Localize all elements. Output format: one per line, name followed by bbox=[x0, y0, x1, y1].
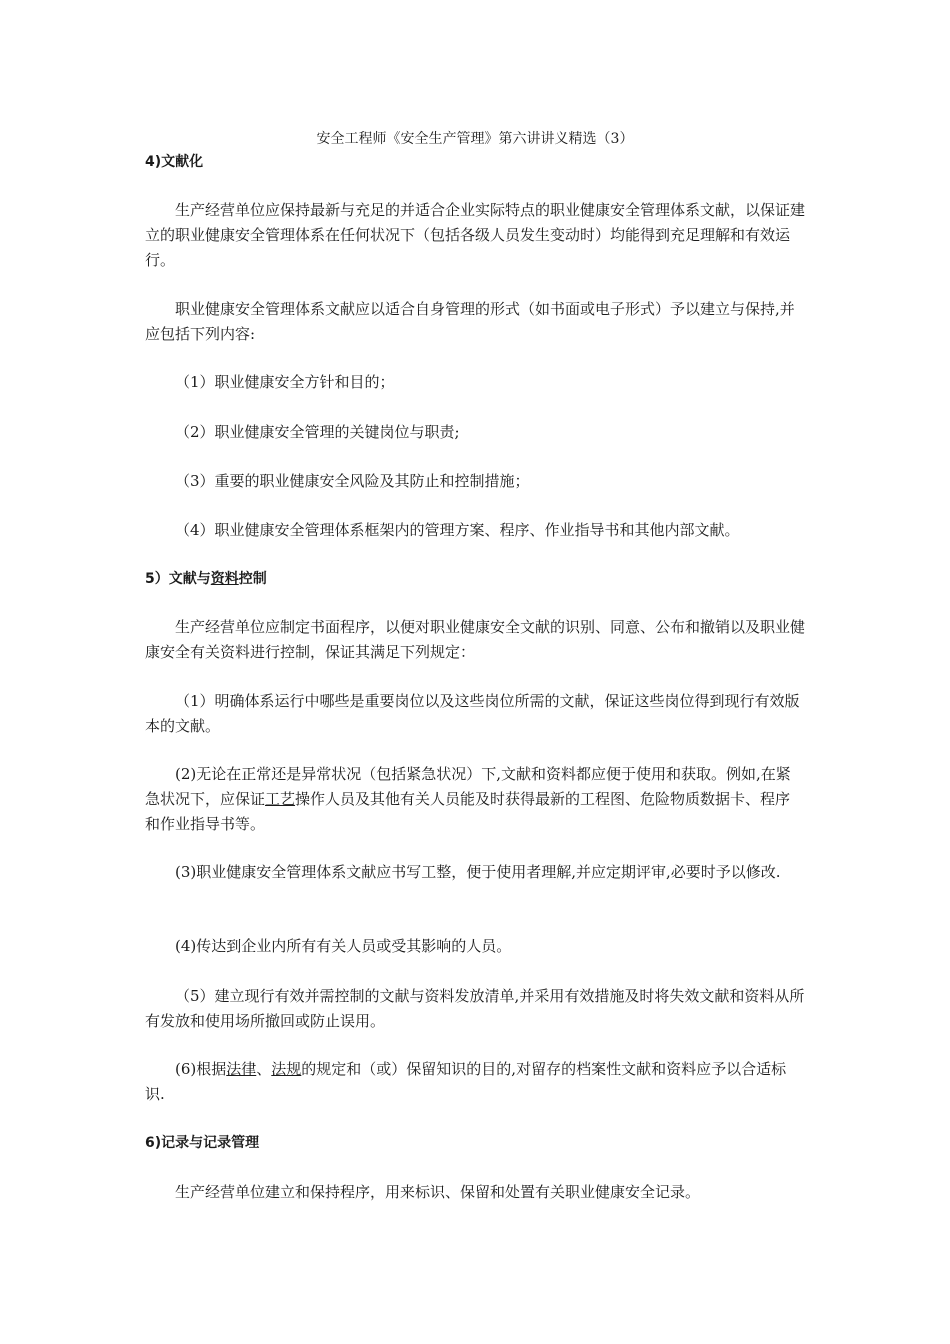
section-4-heading: 4)文献化 bbox=[145, 154, 204, 170]
section-5-heading-text-end: 控制 bbox=[238, 571, 267, 587]
link-gongyi[interactable]: 工艺 bbox=[265, 790, 296, 808]
separator: 、 bbox=[256, 1060, 272, 1078]
section-5-item-1: （1）明确体系运行中哪些是重要岗位以及这些岗位所需的文献，保证这些岗位得到现行有效版本的文献。 bbox=[145, 692, 800, 735]
section-4-paragraph-1: 生产经营单位应保持最新与充足的并适合企业实际特点的职业健康安全管理体系文献，以保证建立的职业健康安全管理体系在任何状况下（包括各级人员发生变动时）均能得到充足理解和有效运行。 bbox=[145, 201, 806, 269]
section-5-item-5: （5）建立现行有效并需控制的文献与资料发放清单,并采用有效措施及时将失效文献和资料从所有发放和使用场所撤回或防止误用。 bbox=[145, 987, 805, 1030]
section-5-item-2-text: (2)无论在正常还是异常状况（包括紧急状况）下,文献和资料都应便于使用和获取。例如,在紧急状况下，应保证 bbox=[145, 765, 791, 808]
section-4-item-3: （3）重要的职业健康安全风险及其防止和控制措施； bbox=[175, 472, 530, 490]
section-5-heading-link-ziliao[interactable]: 资料 bbox=[210, 571, 239, 587]
section-4-item-4: （4）职业健康安全管理体系框架内的管理方案、程序、作业指导书和其他内部文献。 bbox=[175, 521, 740, 539]
section-5-item-6-text: (6)根据 bbox=[175, 1060, 227, 1078]
section-6-heading: 6)记录与记录管理 bbox=[145, 1135, 260, 1151]
section-4-item-1: （1）职业健康安全方针和目的； bbox=[175, 373, 395, 391]
section-5-item-3: (3)职业健康安全管理体系文献应书写工整，便于使用者理解,并应定期评审,必要时予以修改. bbox=[175, 863, 781, 881]
section-6-paragraph-1: 生产经营单位建立和保持程序，用来标识、保留和处置有关职业健康安全记录。 bbox=[175, 1183, 701, 1201]
document-title: 安全工程师《安全生产管理》第六讲讲义精选（3） bbox=[316, 131, 634, 147]
section-5-item-4: (4)传达到企业内所有有关人员或受其影响的人员。 bbox=[175, 937, 512, 955]
section-5-paragraph-1: 生产经营单位应制定书面程序，以便对职业健康安全文献的识别、同意、公布和撤销以及职业健康安全有关资料进行控制，保证其满足下列规定： bbox=[145, 618, 806, 661]
section-5-item-6 bbox=[145, 1057, 805, 1107]
section-5-heading bbox=[145, 567, 267, 592]
section-4-paragraph-2: 职业健康安全管理体系文献应以适合自身管理的形式（如书面或电子形式）予以建立与保持,并应包括下列内容: bbox=[145, 300, 795, 343]
link-falv[interactable]: 法律 bbox=[226, 1060, 257, 1078]
link-fagui[interactable]: 法规 bbox=[271, 1060, 302, 1078]
section-4-item-2: （2）职业健康安全管理的关键岗位与职责; bbox=[175, 423, 460, 441]
section-5-item-2 bbox=[145, 762, 805, 837]
section-5-item-2-text-end: 操作人员及其他有关人员能及时获得最新的工程图、危险物质数据卡、程序和作业指导书等。 bbox=[145, 790, 791, 833]
section-5-item-6-text-end: 的规定和（或）保留知识的目的,对留存的档案性文献和资料应予以合适标识. bbox=[145, 1060, 787, 1103]
section-5-heading-text: 5）文献与 bbox=[145, 571, 211, 587]
